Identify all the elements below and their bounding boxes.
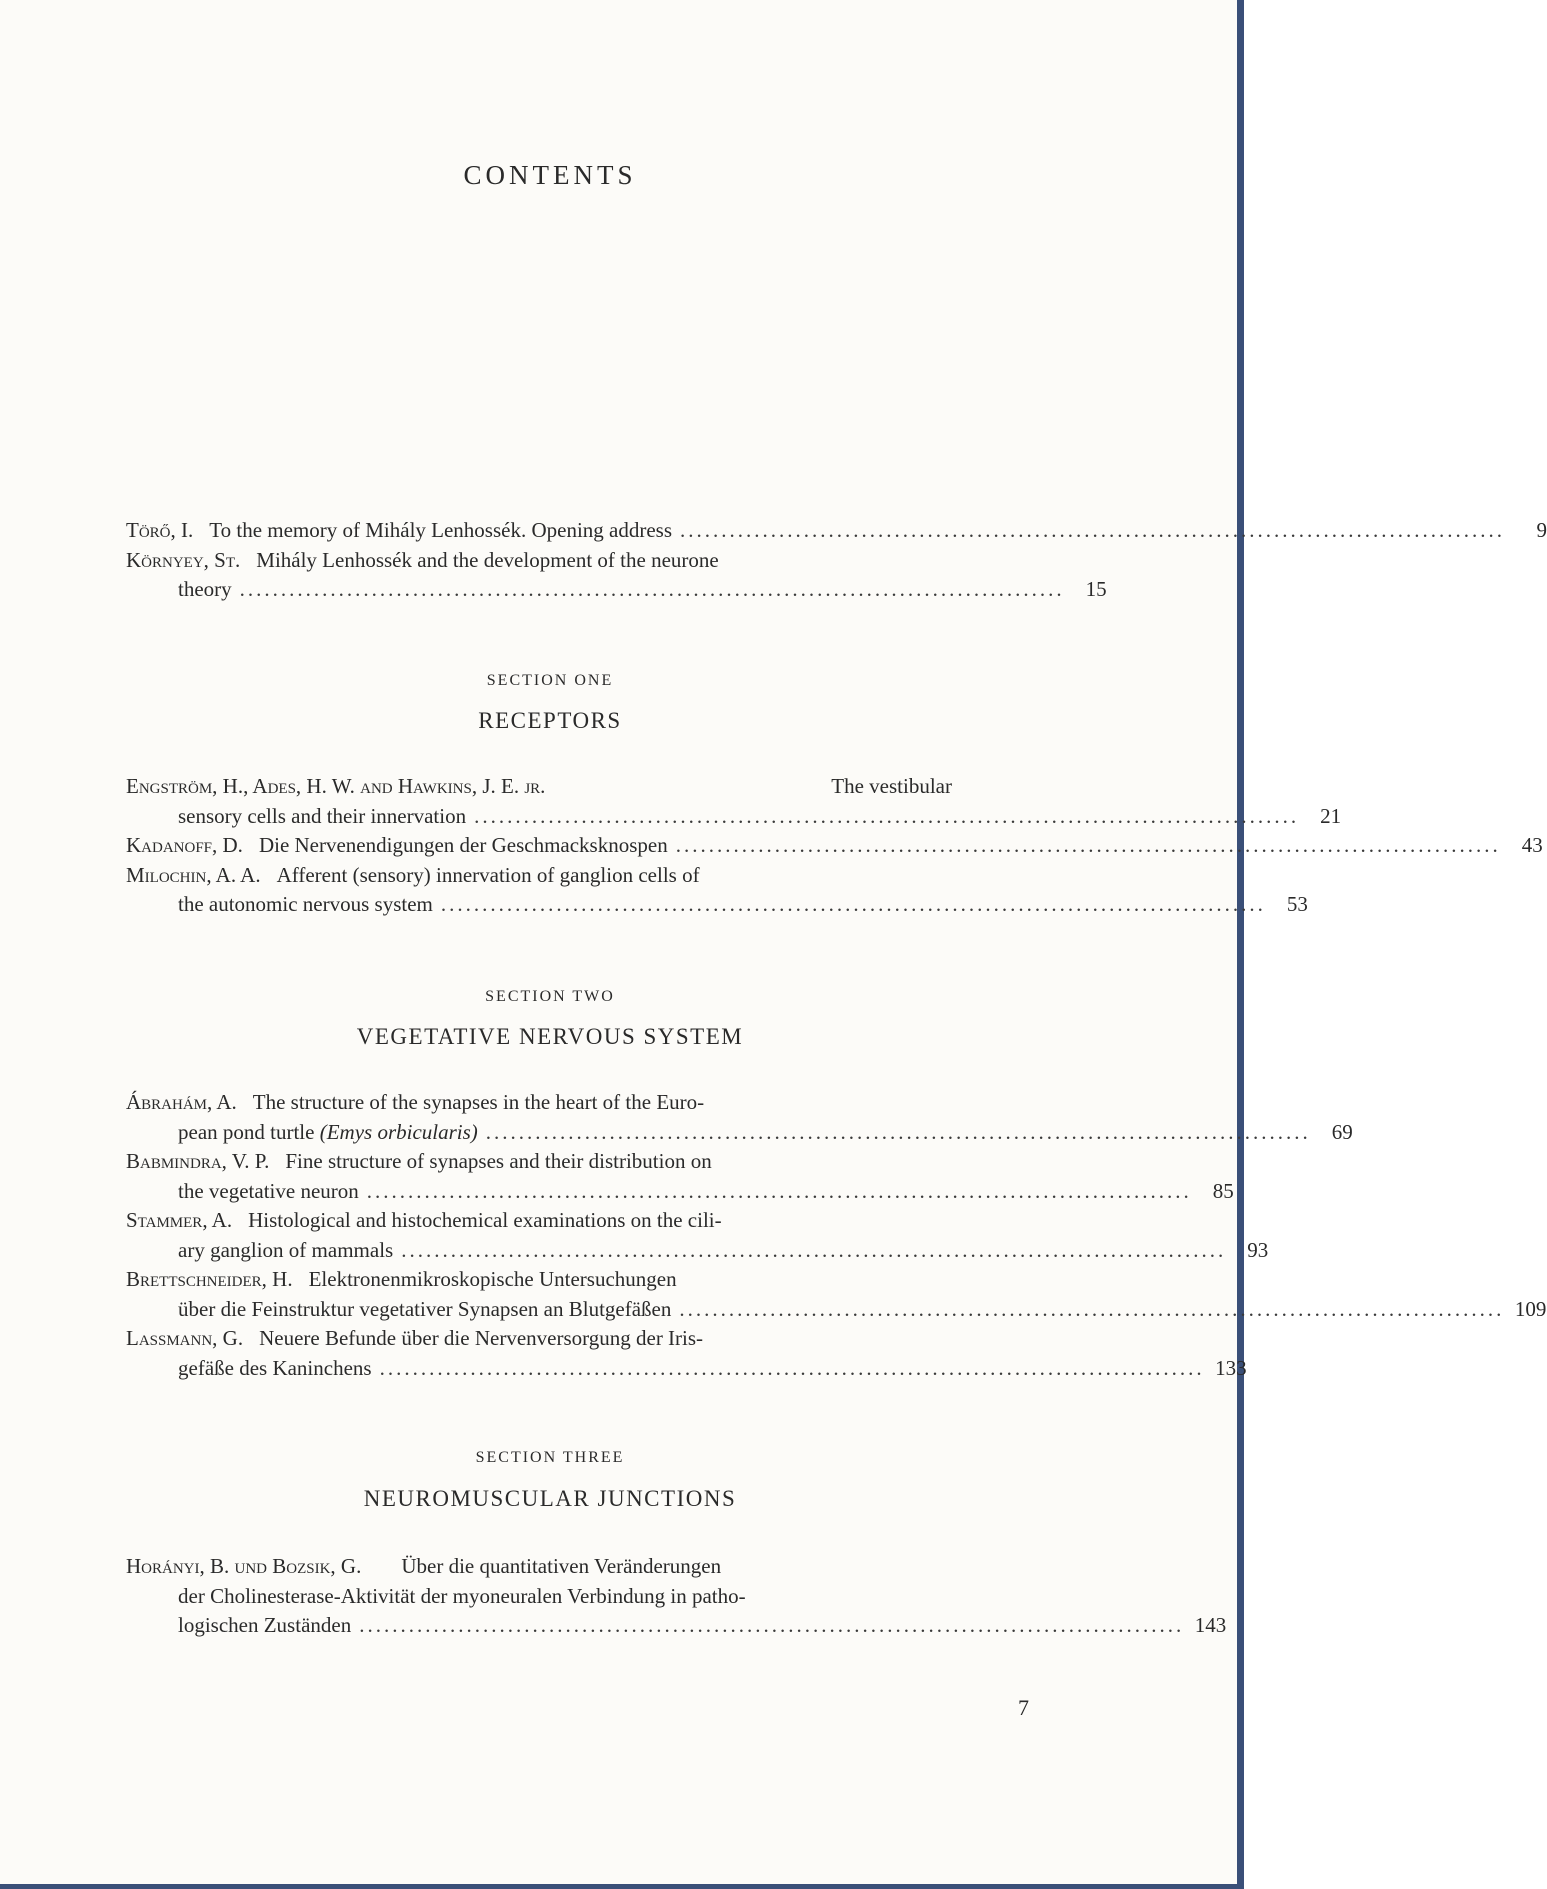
page-number: 7 bbox=[1018, 1695, 1029, 1720]
toc-entry bbox=[126, 1088, 992, 1118]
leader-dots: .................................................................................................... bbox=[401, 1237, 1227, 1262]
entry-title: Neuere Befunde über die Nervenversorgung der Iris- bbox=[259, 1326, 704, 1350]
entry-author: Milochin, A. A. bbox=[126, 862, 261, 887]
toc-entry-continuation bbox=[126, 1582, 992, 1612]
section-label: SECTION TWO bbox=[485, 988, 615, 1005]
section-label: SECTION ONE bbox=[486, 672, 614, 689]
entry-author: Stammer, A. bbox=[126, 1208, 233, 1232]
toc-entry-continuation bbox=[126, 1177, 1234, 1207]
section-title: VEGETATIVE NERVOUS SYSTEM bbox=[356, 1024, 744, 1049]
page-title: CONTENTS bbox=[463, 160, 637, 190]
section-title: RECEPTORS bbox=[478, 708, 622, 733]
leader-dots: .................................................................................................... bbox=[485, 1119, 1311, 1144]
leader-dots: .................................................................................................... bbox=[379, 1355, 1205, 1380]
entry-author: Babmindra, V. P. bbox=[126, 1149, 270, 1173]
leader-dots: .................................................................................................... bbox=[680, 518, 1506, 542]
entry-page: 9 bbox=[1536, 518, 1547, 542]
toc-entry bbox=[126, 861, 992, 891]
toc-entry-continuation bbox=[126, 1236, 1269, 1266]
section-label: SECTION THREE bbox=[475, 1449, 625, 1466]
entry-page: 109 bbox=[1514, 1296, 1547, 1321]
entry-page: 85 bbox=[1212, 1178, 1234, 1203]
entry-page: 143 bbox=[1194, 1613, 1227, 1637]
toc-entry bbox=[126, 1324, 992, 1354]
entry-title: To the memory of Mihály Lenhossék. Opening address bbox=[209, 518, 673, 542]
toc-entry bbox=[126, 1265, 992, 1295]
entry-title-continued: der Cholinesterase-Aktivität der myoneuralen Verbindung in patho- bbox=[178, 1583, 746, 1608]
toc-entry bbox=[126, 772, 992, 802]
leader-dots: .................................................................................................... bbox=[239, 577, 1065, 601]
entry-page: 21 bbox=[1320, 803, 1342, 828]
toc-entry bbox=[126, 546, 992, 576]
book-cover-edge bbox=[0, 1884, 1244, 1889]
entry-page: 53 bbox=[1286, 892, 1308, 916]
entry-title: The vestibular bbox=[831, 774, 952, 798]
entry-title-continued: the vegetative neuron bbox=[178, 1178, 359, 1203]
entry-page: 69 bbox=[1331, 1119, 1353, 1144]
toc-entry bbox=[126, 1147, 992, 1177]
entry-title-continued: gefäße des Kaninchens bbox=[178, 1355, 372, 1380]
toc-entry bbox=[126, 1206, 992, 1236]
section-title: NEUROMUSCULAR JUNCTIONS bbox=[363, 1486, 737, 1511]
leader-dots: .................................................................................................... bbox=[359, 1613, 1185, 1637]
entry-title-continued: pean pond turtle bbox=[178, 1119, 315, 1144]
entry-title-continued: über die Feinstruktur vegetativer Synapsen an Blutgefäßen bbox=[178, 1296, 672, 1321]
entry-author: Horányi, B. und Bozsik, G. bbox=[126, 1554, 362, 1578]
toc-entry-continuation bbox=[126, 1118, 1353, 1148]
leader-dots: .................................................................................................... bbox=[679, 1296, 1505, 1321]
leader-dots: .................................................................................................... bbox=[474, 803, 1300, 828]
species-name: (Emys orbicularis) bbox=[319, 1119, 478, 1144]
section-two-entries bbox=[126, 1088, 1547, 1383]
entry-title-continued: logischen Zuständen bbox=[178, 1613, 352, 1637]
entry-author: Brettschneider, H. bbox=[126, 1267, 293, 1291]
toc-entry bbox=[126, 1552, 992, 1582]
entry-author: Ábrahám, A. bbox=[126, 1090, 237, 1114]
entry-title: Afferent (sensory) innervation of ganglion cells of bbox=[276, 862, 700, 887]
entry-page: 93 bbox=[1247, 1237, 1269, 1262]
entry-page: 15 bbox=[1085, 577, 1107, 601]
entry-title: Über die quantitativen Veränderungen bbox=[401, 1554, 722, 1578]
toc-entry bbox=[126, 831, 1543, 861]
entry-author: Környey, St. bbox=[126, 547, 241, 572]
leader-dots: .................................................................................................... bbox=[440, 892, 1266, 916]
entry-page: 43 bbox=[1521, 833, 1543, 857]
entry-title-continued: the autonomic nervous system bbox=[178, 892, 433, 916]
entry-author: Törő, I. bbox=[126, 518, 194, 542]
section-one-entries bbox=[126, 772, 1543, 920]
entry-title-continued: ary ganglion of mammals bbox=[178, 1237, 394, 1262]
entry-title: Histological and histochemical examinations on the cili- bbox=[248, 1208, 722, 1232]
entry-author: Engström, H., Ades, H. W. and Hawkins, J. E. jr. bbox=[126, 774, 546, 798]
entry-author: Kadanoff, D. bbox=[126, 833, 243, 857]
entry-page: 133 bbox=[1215, 1355, 1247, 1380]
toc-entry-continuation bbox=[126, 1611, 1227, 1641]
entry-title: Fine structure of synapses and their distribution on bbox=[285, 1149, 712, 1173]
leader-dots: .................................................................................................... bbox=[366, 1178, 1192, 1203]
toc-entry-continuation bbox=[126, 1295, 1547, 1325]
entry-title: The structure of the synapses in the heart of the Euro- bbox=[252, 1090, 705, 1114]
intro-entries bbox=[126, 516, 1547, 605]
leader-dots: .................................................................................................... bbox=[675, 833, 1501, 857]
section-three-entries bbox=[126, 1552, 1227, 1641]
entry-title-continued: sensory cells and their innervation bbox=[178, 803, 467, 828]
toc-entry-continuation bbox=[126, 575, 1107, 605]
toc-entry-continuation bbox=[126, 890, 1308, 920]
entry-title: Mihály Lenhossék and the development of the neurone bbox=[256, 547, 719, 572]
entry-title: Elektronenmikroskopische Untersuchungen bbox=[308, 1267, 677, 1291]
entry-title-continued: theory bbox=[178, 577, 232, 601]
entry-author: Lassmann, G. bbox=[126, 1326, 244, 1350]
entry-title: Die Nervenendigungen der Geschmacksknospen bbox=[258, 833, 668, 857]
toc-entry-continuation bbox=[126, 1354, 1247, 1384]
toc-entry bbox=[126, 516, 1547, 546]
toc-entry-continuation bbox=[126, 802, 1342, 832]
